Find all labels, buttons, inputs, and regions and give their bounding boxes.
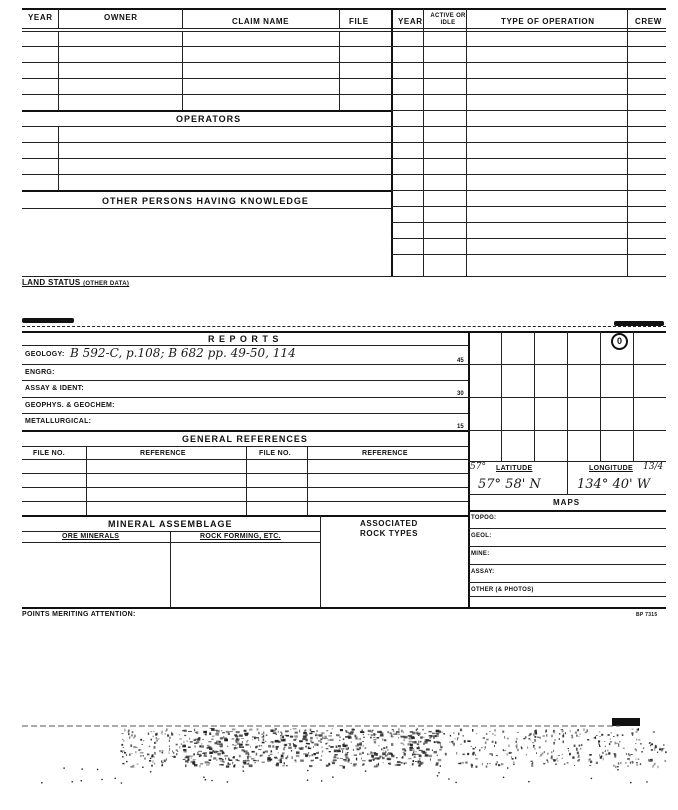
associated-rock-types-title: ASSOCIATED bbox=[360, 519, 418, 528]
circled-code: 0 bbox=[611, 333, 628, 350]
operators-title: OPERATORS bbox=[176, 114, 242, 124]
reports-title: R E P O R T S bbox=[208, 334, 280, 344]
other-persons-title: OTHER PERSONS HAVING KNOWLEDGE bbox=[102, 196, 309, 206]
maps-title: MAPS bbox=[553, 498, 581, 507]
scan-noise-band bbox=[0, 718, 678, 788]
land-status-label: LAND STATUS (OTHER DATA) bbox=[22, 278, 130, 287]
header-file: FILE bbox=[349, 17, 369, 26]
assay-ident-label: ASSAY & IDENT: bbox=[25, 385, 85, 392]
latitude-prefix: 57° bbox=[470, 462, 486, 472]
mineral-assemblage-title: MINERAL ASSEMBLAGE bbox=[108, 519, 233, 529]
header-active-idle: ACTIVE OR IDLE bbox=[430, 13, 466, 26]
header-year: YEAR bbox=[28, 13, 53, 22]
geology-value: B 592-C, p.108; B 682 pp. 49-50, 114 bbox=[70, 346, 296, 360]
form-code: BP 7315 bbox=[636, 612, 658, 618]
engrg-label: ENGRG: bbox=[25, 369, 55, 376]
geophys-label: GEOPHYS. & GEOCHEM: bbox=[25, 402, 115, 409]
header-owner: OWNER bbox=[104, 13, 138, 22]
points-meriting-attention-label: POINTS MERITING ATTENTION: bbox=[22, 611, 136, 618]
metallurgical-label: METALLURGICAL: bbox=[25, 418, 92, 425]
longitude-label: LONGITUDE bbox=[589, 465, 633, 472]
general-references-title: GENERAL REFERENCES bbox=[182, 434, 308, 444]
latitude-label: LATITUDE bbox=[496, 465, 533, 472]
longitude-value: 134° 40' W bbox=[577, 477, 651, 492]
header-claim-name: CLAIM NAME bbox=[232, 17, 290, 26]
geology-label: GEOLOGY: bbox=[25, 351, 65, 358]
latitude-value: 57° 58' N bbox=[478, 477, 541, 492]
header-year-2: YEAR bbox=[398, 17, 423, 26]
header-crew: CREW bbox=[635, 17, 662, 26]
longitude-suffix: 13/4 bbox=[643, 462, 664, 472]
redaction-mark bbox=[22, 318, 74, 323]
header-type-of-operation: TYPE OF OPERATION bbox=[501, 17, 595, 26]
